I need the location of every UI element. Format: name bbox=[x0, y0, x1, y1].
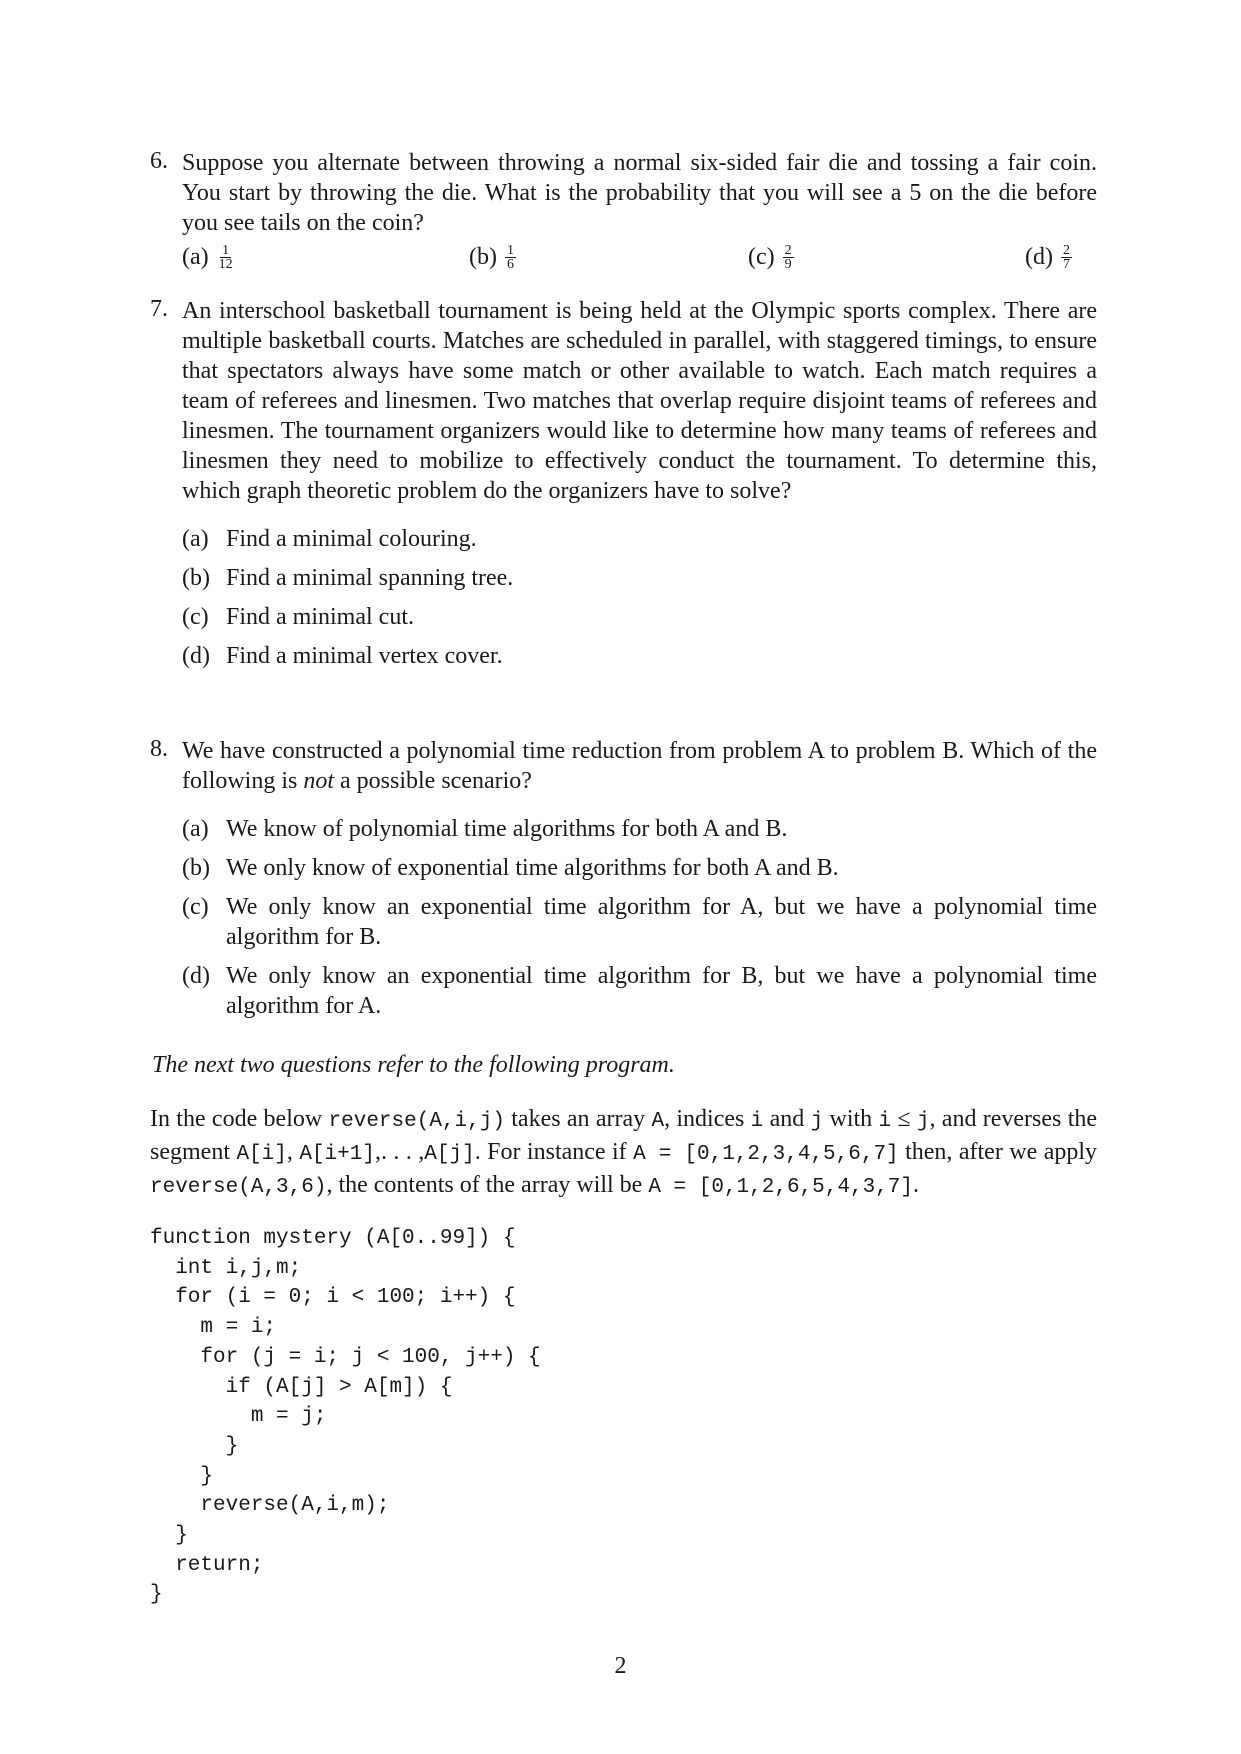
option-c bbox=[182, 892, 1097, 952]
option-fraction bbox=[505, 244, 516, 271]
text-run: and bbox=[763, 1106, 811, 1132]
option-fraction bbox=[217, 244, 235, 271]
question-number: 7. bbox=[150, 296, 168, 322]
answer-options bbox=[182, 524, 1097, 671]
text-run: , bbox=[286, 1139, 300, 1165]
question-text-part: a possible scenario? bbox=[334, 768, 532, 794]
option-label: (c) bbox=[182, 894, 209, 920]
text-run: ,. . . , bbox=[374, 1139, 425, 1165]
question-text-emphasis: not bbox=[303, 768, 335, 794]
text-run: takes an array bbox=[504, 1106, 652, 1132]
text-run: , indices bbox=[664, 1106, 751, 1132]
question-text bbox=[182, 736, 1097, 796]
option-c bbox=[748, 244, 794, 271]
option-c bbox=[182, 602, 1097, 632]
option-text: Find a minimal vertex cover. bbox=[226, 643, 503, 669]
option-label: (d) bbox=[182, 963, 210, 989]
inline-code: j bbox=[810, 1110, 824, 1133]
inline-code: A[i+1] bbox=[299, 1143, 375, 1166]
numerator: 2 bbox=[1062, 243, 1070, 258]
question-number: 8. bbox=[150, 736, 168, 762]
inline-code: i bbox=[750, 1110, 764, 1133]
option-b bbox=[469, 244, 516, 271]
denominator: 7 bbox=[1062, 257, 1070, 272]
option-label: (b) bbox=[182, 565, 210, 591]
option-label: (d) bbox=[1025, 244, 1053, 270]
answer-options bbox=[182, 814, 1097, 1021]
option-label: (d) bbox=[182, 643, 210, 669]
option-b bbox=[182, 563, 1097, 593]
inline-code: A[i] bbox=[236, 1143, 287, 1166]
denominator: 12 bbox=[218, 257, 233, 272]
option-label: (a) bbox=[182, 526, 209, 552]
option-d bbox=[182, 961, 1097, 1021]
question-number: 6. bbox=[150, 148, 168, 174]
option-text: Find a minimal cut. bbox=[226, 604, 414, 630]
option-label: (c) bbox=[182, 604, 209, 630]
option-text: Find a minimal colouring. bbox=[226, 526, 477, 552]
question-6 bbox=[150, 148, 1097, 284]
denominator: 6 bbox=[506, 257, 514, 272]
question-7 bbox=[150, 296, 1097, 680]
option-text: We only know of exponential time algorithms for both A and B. bbox=[226, 855, 839, 881]
option-text: Find a minimal spanning tree. bbox=[226, 565, 514, 591]
text-run: , the contents of the array will be bbox=[326, 1172, 649, 1198]
section-intro: The next two questions refer to the following program. bbox=[152, 1052, 675, 1078]
text-run: In the code below bbox=[150, 1106, 329, 1132]
inline-code: A bbox=[651, 1110, 665, 1133]
text-run: with bbox=[823, 1106, 879, 1132]
option-d bbox=[182, 641, 1097, 671]
option-d bbox=[1025, 244, 1072, 271]
inline-code: reverse(A,i,j) bbox=[328, 1110, 505, 1133]
text-run: . bbox=[912, 1172, 919, 1198]
inline-code: A[j] bbox=[424, 1143, 475, 1166]
text-run: then, after we apply bbox=[898, 1139, 1098, 1165]
option-fraction bbox=[783, 244, 794, 271]
question-text-part: We have constructed a polynomial time reduction from problem A to problem B. Which of the following is bbox=[182, 738, 1097, 794]
option-fraction bbox=[1061, 244, 1072, 271]
text-run: ≤ bbox=[891, 1106, 917, 1132]
explanation-paragraph bbox=[150, 1104, 1097, 1203]
option-a bbox=[182, 244, 235, 271]
option-text: We only know an exponential time algorithm for A, but we have a polynomial time algorithm for B. bbox=[226, 894, 1097, 950]
option-text: We know of polynomial time algorithms for both A and B. bbox=[226, 816, 788, 842]
numerator: 2 bbox=[784, 243, 792, 258]
option-label: (a) bbox=[182, 816, 209, 842]
option-label: (a) bbox=[182, 244, 209, 270]
question-text: Suppose you alternate between throwing a normal six-sided fair die and tossing a fair coin. You start by throwing the die. What is the probability that you will see a 5 on the die before you see tails on the coin? bbox=[182, 150, 1097, 236]
answer-options bbox=[182, 244, 1097, 284]
option-b bbox=[182, 853, 1097, 883]
page-number: 2 bbox=[614, 1653, 627, 1679]
option-text: We only know an exponential time algorithm for B, but we have a polynomial time algorithm for A. bbox=[226, 963, 1097, 1019]
text-run: . For instance if bbox=[474, 1139, 634, 1165]
code-block: function mystery (A[0..99]) { int i,j,m; for (i = 0; i < 100; i++) { m = i; for (j = i; j < 100, j++) { if (A[j] > A[m]) { m = j; } } reverse(A,i,m); } return; } bbox=[150, 1227, 541, 1607]
option-a bbox=[182, 524, 1097, 554]
numerator: 1 bbox=[222, 243, 230, 258]
text-run: , and reverses the segment bbox=[150, 1106, 1098, 1165]
option-label: (b) bbox=[182, 855, 210, 881]
inline-code: reverse(A,3,6) bbox=[150, 1176, 327, 1199]
inline-code: A = [0,1,2,3,4,5,6,7] bbox=[633, 1143, 899, 1166]
question-8 bbox=[150, 736, 1097, 1030]
question-text: An interschool basketball tournament is being held at the Olympic sports complex. There are multiple basketball courts. Matches are scheduled in parallel, with staggered timings, to ensure that spectators always have some match or other available to watch. Each match requires a team of referees and linesmen. Two matches that overlap require disjoint teams of referees and linesmen. The tournament organizers would like to determine how many teams of referees and linesmen they need to mobilize to effectively conduct the tournament. To determine this, which graph theoretic problem do the organizers have to solve? bbox=[182, 298, 1097, 504]
inline-code: j bbox=[916, 1110, 930, 1133]
option-label: (b) bbox=[469, 244, 497, 270]
option-label: (c) bbox=[748, 244, 775, 270]
denominator: 9 bbox=[784, 257, 792, 272]
numerator: 1 bbox=[506, 243, 514, 258]
option-a bbox=[182, 814, 1097, 844]
inline-code: i bbox=[878, 1110, 892, 1133]
inline-code: A = [0,1,2,6,5,4,3,7] bbox=[648, 1176, 913, 1199]
